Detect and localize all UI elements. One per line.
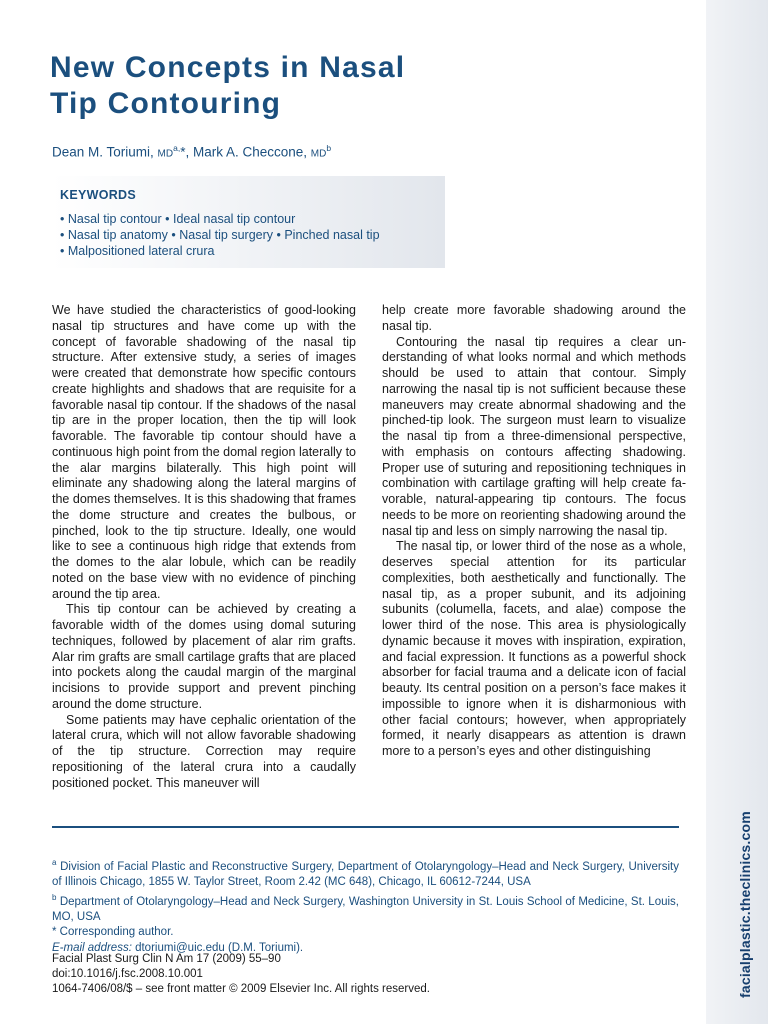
article-title [50,50,405,122]
body-paragraph: The nasal tip, or lower third of the nose as a whole, deserves special attention for its particular complexities, both aesthetically and functionally. The nasal tip, as a proper subunit, and its adjoining subunits (columella, facets, and alae) compose the lower third of the nose. This area is physiologically dynamic because it moves with inspiration, expiration, and facial expression. It functions as a powerful shock absorber for facial trauma and a delicate icon of facial beauty. Its central position on a person’s face makes it impossible to ignore when it is disharmonious with other facial contours; however, when appropriately formed, it nearly disappears as attention is drawn more to a person’s eyes and other distinguishing [382,539,686,758]
doi[interactable]: doi:10.1016/j.fsc.2008.10.001 [52,968,203,981]
body-paragraph: Some patients may have cephalic orientation of the lateral crura, which will not allow favorable shadowing of the tip structure. Correction may require repositioning of the lateral crura into a caudally positioned pocket. This maneuver will [52,712,356,790]
body-column-right [382,303,686,760]
body-paragraph: We have studied the characteristics of good-looking nasal tip structures and have come up with the concept of favorable shadowing of the nasal tip structure. After extensive study, a series of images were created that demonstrate how specific contours create highlights and shadows that are requisite for a favorable nasal tip contour. If the shadows of the nasal tip are in the proper location, then the tip will look favorable. The favorable tip contour should have a continuous high point from the domal region laterally to the alar margins bilaterally. This high point will eliminate any shadowing along the lateral margins of the domes themselves. It is this shadowing that frames the dome structure and creates the bulbous, or pinched, look to the tip structure. Ideally, one would like to see a continuous high ridge that extends from the domes to the alar lobule, which can be readily noted on the base view with no evidence of pinching around the tip area. [52,303,356,601]
journal-citation: Facial Plast Surg Clin N Am 17 (2009) 55–90 [52,953,281,965]
corresponding-author-note: * Corresponding author. [52,926,174,939]
title-line-1: New Concepts in Nasal [50,51,406,84]
author-1-affiliation: a, [173,143,181,153]
footnotes [52,855,679,956]
footnote-a [52,855,679,890]
title-line-2: Tip Contouring [50,87,282,120]
author-1-degree: MD [157,148,174,160]
footnote-a-mark: a [52,858,57,867]
author-list [52,143,331,160]
footnote-b-text: Department of Otolaryngology–Head and Neck Surgery, Washington University in St. Louis School of Medicine, St. Louis, MO, USA [52,896,679,924]
footnote-b-mark: b [52,893,57,903]
keywords-heading: KEYWORDS [60,188,137,202]
keywords-line: • Nasal tip anatomy • Nasal tip surgery • Pinched nasal tip [60,228,380,242]
author-1-name: Dean M. Toriumi, [52,144,158,160]
author-separator: , [185,144,193,160]
body-paragraph: This tip contour can be achieved by creating a favorable width of the domes using domal suturing techniques, followed by placement of alar rim grafts. Alar rim grafts are small cartilage grafts that are placed into pockets along the caudal margin of the marginal incisions to provide support and prevent pinching around the dome structure. [52,602,356,711]
footnote-a-text: Division of Facial Plastic and Reconstructive Surgery, Department of Otolaryngology–Head and Neck Surgery, University of Illinois Chicago, 1855 W. Taylor Street, Room 2.42 (MC 648), Chicago, IL 60612-7244, USA [52,860,679,889]
journal-url: facialplastic.theclinics.com [737,811,753,998]
author-2-degree: MD [310,148,327,160]
body-paragraph: Contouring the nasal tip requires a clear understanding of what looks normal and which methods should be used to attain that contour. Simply narrowing the nasal tip is not sufficient because these maneuvers may create abnormal shadowing and the pinched-tip look. The surgeon must learn to visualize the nasal tip from a three-dimensional perspective, with emphasis on contours affecting shadowing. Proper use of suturing and repositioning techniques in combination with cartilage grafting will help create favorable, natural-appearing tip contours. The focus needs to be more on reorienting shadowing around the nasal tip and less on simply narrowing the nasal tip. [382,334,686,538]
body-column-left [52,303,356,791]
email-label: E-mail address: [52,941,132,954]
keywords-line: • Nasal tip contour • Ideal nasal tip contour [60,212,296,226]
copyright: 1064-7406/08/$ – see front matter © 2009 Elsevier Inc. All rights reserved. [52,983,430,996]
corresponding-star: * [180,144,186,160]
body-paragraph: help create more favorable shadowing around the nasal tip. [382,303,686,333]
citation-block [52,952,430,998]
author-2-affiliation: b [326,143,332,153]
email-address[interactable]: dtoriumi@uic.edu (D.M. Toriumi). [135,941,304,954]
keywords-line: • Malpositioned lateral crura [60,244,215,258]
footnote-b [52,890,679,925]
keywords-box [52,176,445,268]
author-2-name: Mark A. Checcone, [192,144,311,160]
footnote-divider [52,826,679,828]
